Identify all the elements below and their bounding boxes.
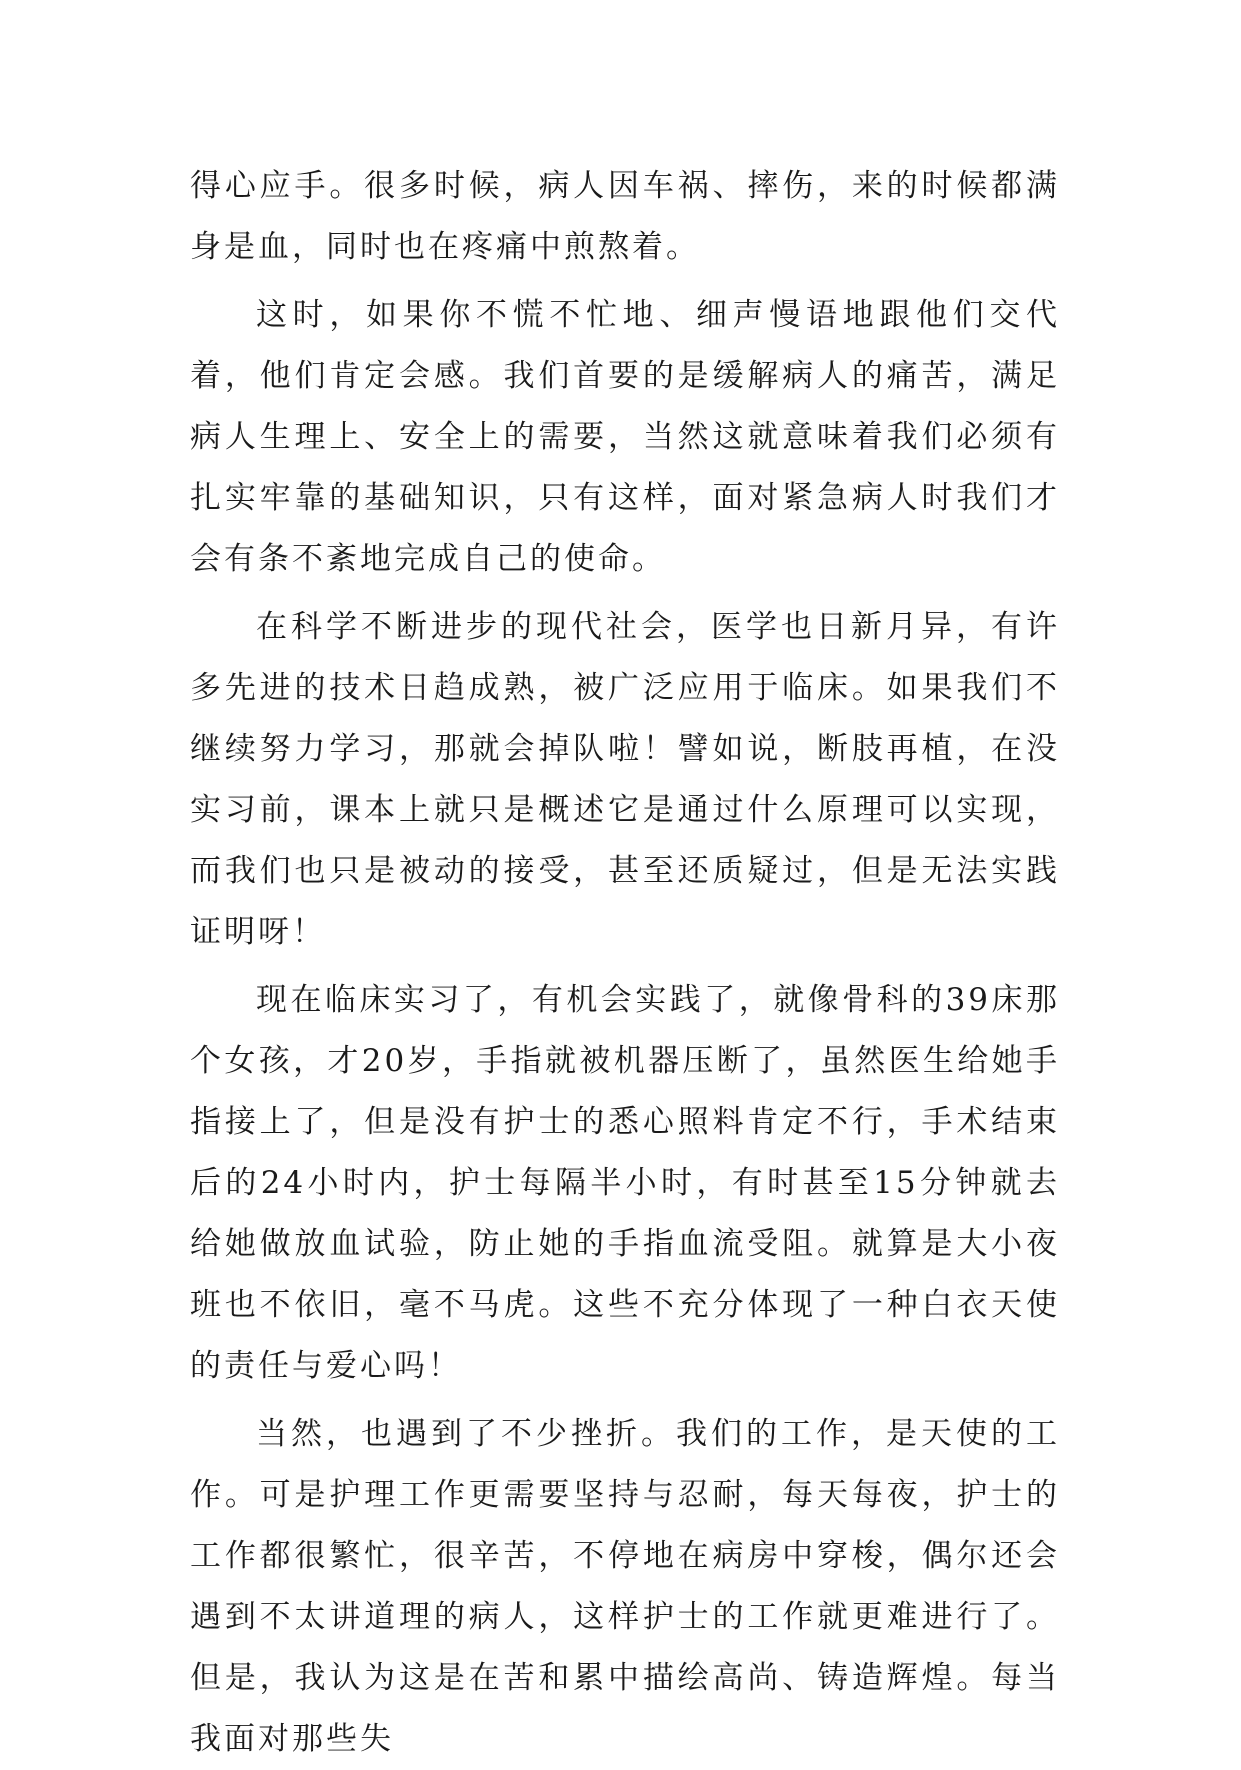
paragraph: 这时，如果你不慌不忙地、细声慢语地跟他们交代着，他们肯定会感。我们首要的是缓解病人的痛苦，满足病人生理上、安全上的需要，当然这就意味着我们必须有扎实牢靠的基础知识，只有这样，面对紧急病人时我们才会有条不紊地完成自己的使命。 — [190, 297, 1060, 577]
document-body — [190, 156, 1060, 1770]
paragraph: 当然，也遇到了不少挫折。我们的工作，是天使的工作。可是护理工作更需要坚持与忍耐，每天每夜，护士的工作都很繁忙，很辛苦，不停地在病房中穿梭，偶尔还会遇到不太讲道理的病人，这样护士的工作就更难进行了。但是，我认为这是在苦和累中描绘高尚、铸造辉煌。每当我面对那些失 — [190, 1416, 1060, 1757]
paragraph: 在科学不断进步的现代社会，医学也日新月异，有许多先进的技术日趋成熟，被广泛应用于临床。如果我们不继续努力学习，那就会掉队啦！譬如说，断肢再植，在没实习前，课本上就只是概述它是通过什么原理可以实现，而我们也只是被动的接受，甚至还质疑过，但是无法实践证明呀！ — [190, 609, 1060, 950]
paragraph: 现在临床实习了，有机会实践了，就像骨科的39床那个女孩，才20岁，手指就被机器压断了，虽然医生给她手指接上了，但是没有护士的悉心照料肯定不行，手术结束后的24小时内，护士每隔半小时，有时甚至15分钟就去给她做放血试验，防止她的手指血流受阻。就算是大小夜班也不依旧，毫不马虎。这些不充分体现了一种白衣天使的责任与爱心吗！ — [190, 982, 1060, 1384]
paragraph-continued: 得心应手。很多时候，病人因车祸、摔伤，来的时候都满身是血，同时也在疼痛中煎熬着。 — [190, 168, 1060, 265]
